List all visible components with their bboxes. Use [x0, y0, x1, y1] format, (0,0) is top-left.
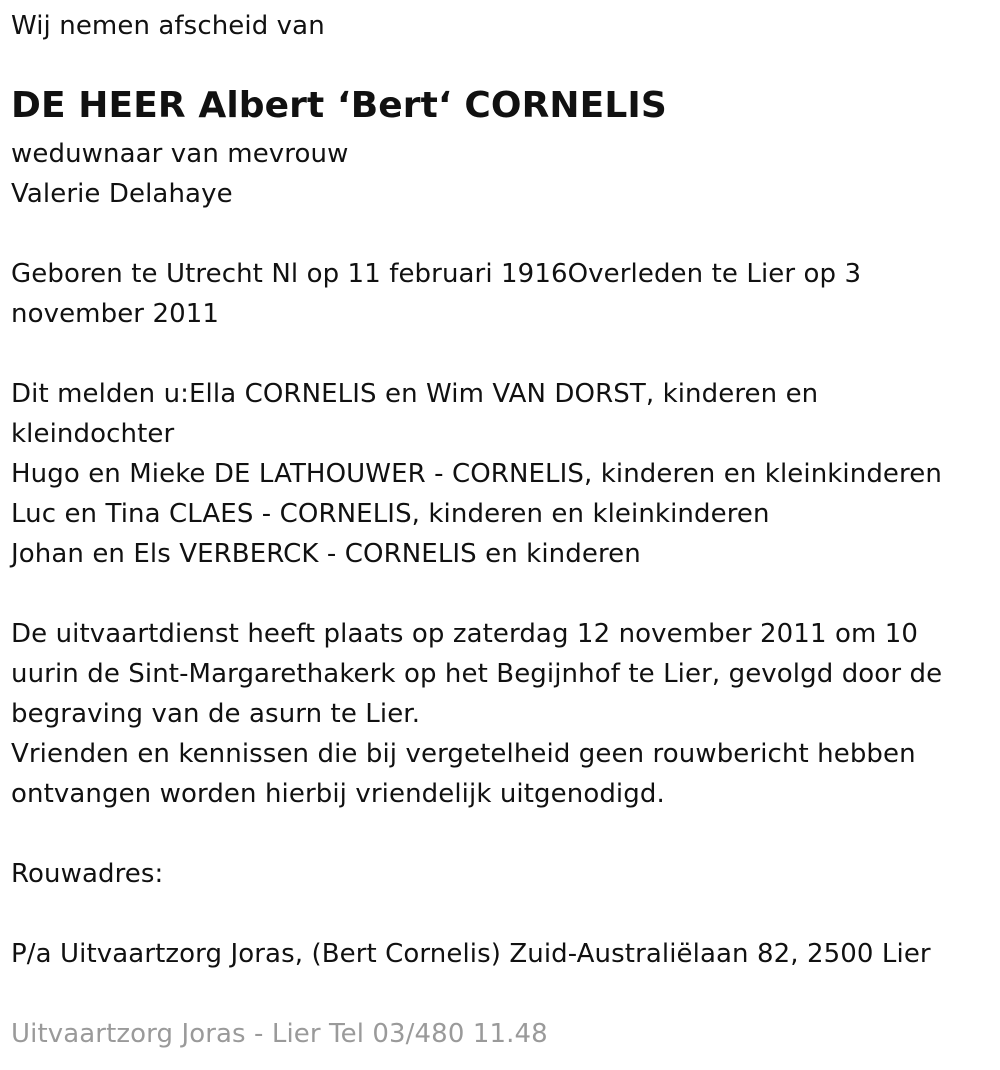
address-label: Rouwadres: — [11, 859, 164, 889]
family-line: Hugo en Mieke DE LATHOUWER - CORNELIS, kinderen en kleinkinderen — [11, 459, 942, 489]
service-line: ontvangen worden hierbij vriendelijk uitgenodigd. — [11, 779, 665, 809]
service-line: Vrienden en kennissen die bij vergetelheid geen rouwbericht hebben — [11, 739, 916, 769]
spouse-line-2: Valerie Delahaye — [11, 179, 233, 209]
birth-death-line-2: november 2011 — [11, 299, 220, 329]
family-line: kleindochter — [11, 419, 175, 449]
address-text: P/a Uitvaartzorg Joras, (Bert Cornelis) Zuid-Australiëlaan 82, 2500 Lier — [11, 939, 931, 969]
birth-death-line-1: Geboren te Utrecht Nl op 11 februari 1916Overleden te Lier op 3 — [11, 259, 862, 289]
service-line: begraving van de asurn te Lier. — [11, 699, 421, 729]
footer-contact: Uitvaartzorg Joras - Lier Tel 03/480 11.48 — [11, 1019, 548, 1049]
service-line: De uitvaartdienst heeft plaats op zaterdag 12 november 2011 om 10 — [11, 619, 919, 649]
spouse-line-1: weduwnaar van mevrouw — [11, 139, 349, 169]
service-line: uurin de Sint-Margarethakerk op het Begijnhof te Lier, gevolgd door de — [11, 659, 943, 689]
intro-text: Wij nemen afscheid van — [11, 11, 325, 41]
deceased-name: DE HEER Albert ‘Bert‘ CORNELIS — [11, 85, 667, 126]
family-line: Dit melden u:Ella CORNELIS en Wim VAN DORST, kinderen en — [11, 379, 819, 409]
family-line: Johan en Els VERBERCK - CORNELIS en kinderen — [11, 539, 641, 569]
family-line: Luc en Tina CLAES - CORNELIS, kinderen en kleinkinderen — [11, 499, 770, 529]
